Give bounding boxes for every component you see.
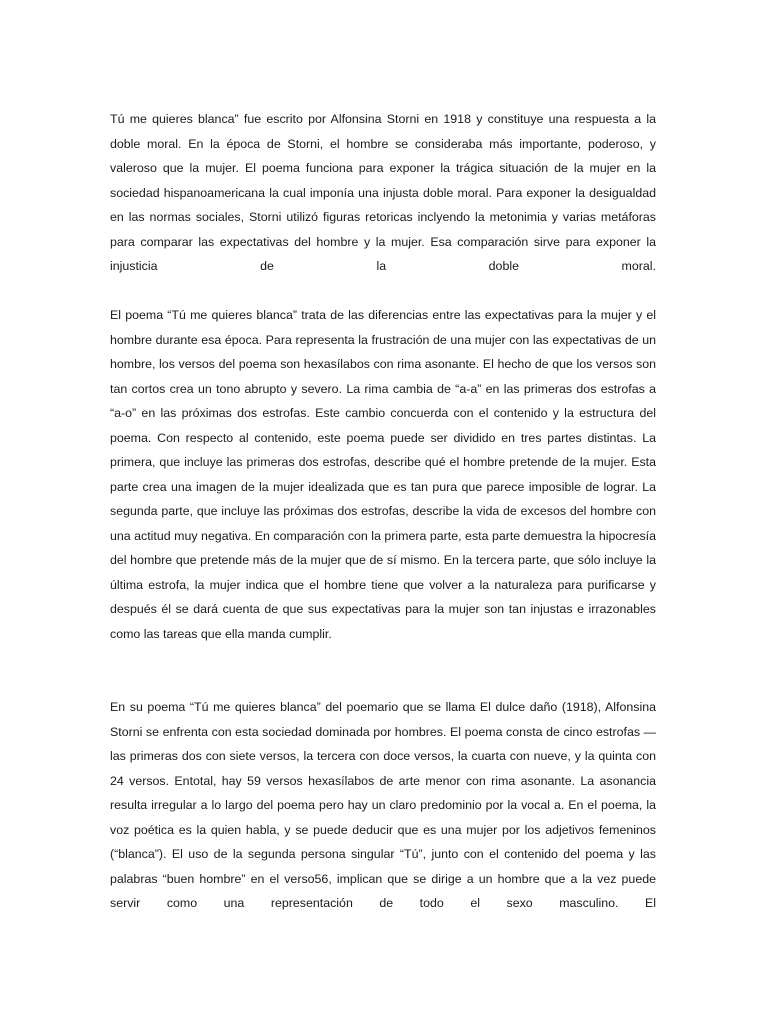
- document-page: [110, 107, 656, 916]
- paragraph-spacer: [110, 279, 656, 304]
- paragraph-spacer: [110, 646, 656, 695]
- paragraph-1: Tú me quieres blanca” fue escrito por Alfonsina Storni en 1918 y constituye una respuesta a la doble moral. En la época de Storni, el hombre se consideraba más importante, poderoso, y valeroso que la mujer. El poema funciona para exponer la trágica situación de la mujer en la sociedad hispanoamericana la cual imponía una injusta doble moral. Para exponer la desigualdad en las normas sociales, Storni utilizó figuras retoricas inclyendo la metonimia y varias metáforas para comparar las expectativas del hombre y la mujer. Esa comparación sirve para exponer la injusticia de la doble moral.: [110, 112, 656, 273]
- paragraph-2: El poema “Tú me quieres blanca” trata de las diferencias entre las expectativas para la mujer y el hombre durante esa época. Para representa la frustración de una mujer con las expectativas de un hombre, los versos del poema son hexasílabos con rima asonante. El hecho de que los versos son tan cortos crea un tono abrupto y severo. La rima cambia de “a-a” en las primeras dos estrofas a “a-o” en las próximas dos estrofas. Este cambio concuerda con el contenido y la estructura del poema. Con respecto al contenido, este poema puede ser dividido en tres partes distintas. La primera, que incluye las primeras dos estrofas, describe qué el hombre pretende de la mujer. Esta parte crea una imagen de la mujer idealizada que es tan pura que parece imposible de lograr. La segunda parte, que incluye las próximas dos estrofas, describe la vida de excesos del hombre con una actitud muy negativa. En comparación con la primera parte, esta parte demuestra la hipocresía del hombre que pretende más de la mujer que de sí mismo. En la tercera parte, que sólo incluye la última estrofa, la mujer indica que el hombre tiene que volver a la naturaleza para purificarse y después él se dará cuenta de que sus expectativas para la mujer son tan injustas e irrazonables como las tareas que ella manda cumplir.: [110, 308, 656, 641]
- paragraph-3: En su poema “Tú me quieres blanca” del poemario que se llama El dulce daño (1918), Alfonsina Storni se enfrenta con esta sociedad dominada por hombres. El poema consta de cinco estrofas —las primeras dos con siete versos, la tercera con doce versos, la cuarta con nueve, y la quinta con 24 versos. Entotal, hay 59 versos hexasílabos de arte menor con rima asonante. La asonancia resulta irregular a lo largo del poema pero hay un claro predominio por la vocal a. En el poema, la voz poética es la quien habla, y se puede deducir que es una mujer por los adjetivos femeninos (“blanca”). El uso de la segunda persona singular “Tú”, junto con el contenido del poema y las palabras “buen hombre” en el verso56, implican que se dirige a un hombre que a la vez puede servir como una representación de todo el sexo masculino. El: [110, 700, 656, 910]
